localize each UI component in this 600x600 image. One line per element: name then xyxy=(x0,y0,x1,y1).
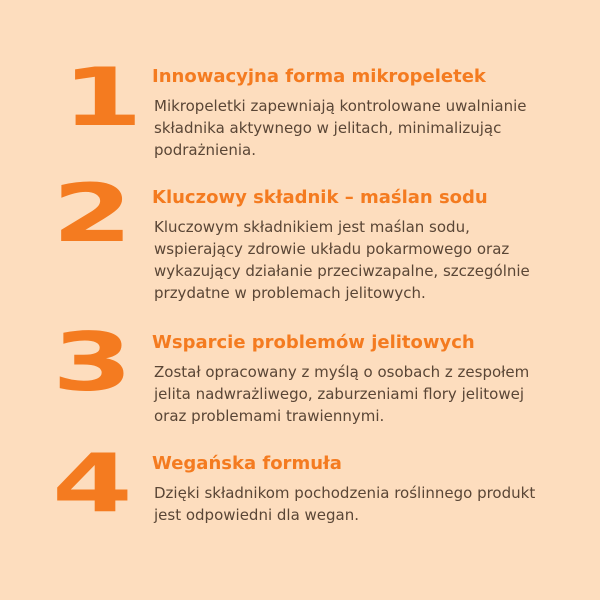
feature-description xyxy=(154,216,574,304)
feature-description xyxy=(154,361,574,427)
description-line: jelita nadwrażliwego, zaburzeniami flory jelitowej xyxy=(154,385,525,403)
feature-title: Kluczowy składnik – maślan sodu xyxy=(152,187,488,208)
description-line: Kluczowym składnikiem jest maślan sodu, xyxy=(154,218,470,236)
description-line: wspierający zdrowie układu pokarmowego oraz xyxy=(154,240,510,258)
description-line: Został opracowany z myślą o osobach z zespołem xyxy=(154,363,530,381)
feature-number: 4 xyxy=(52,437,133,530)
feature-number: 1 xyxy=(62,51,143,144)
description-line: podrażnienia. xyxy=(154,141,256,159)
feature-number: 2 xyxy=(52,167,133,260)
description-line: Dzięki składnikom pochodzenia roślinnego produkt xyxy=(154,484,536,502)
feature-title: Wegańska formuła xyxy=(152,453,342,474)
feature-title: Innowacyjna forma mikropeletek xyxy=(152,66,486,87)
description-line: jest odpowiedni dla wegan. xyxy=(154,506,360,524)
feature-number: 3 xyxy=(52,316,133,409)
feature-description xyxy=(154,482,574,526)
description-line: przydatne w problemach jelitowych. xyxy=(154,284,426,302)
description-line: Mikropeletki zapewniają kontrolowane uwalnianie xyxy=(154,97,527,115)
description-line: oraz problemami trawiennymi. xyxy=(154,407,385,425)
feature-description xyxy=(154,95,574,161)
feature-title: Wsparcie problemów jelitowych xyxy=(152,332,475,353)
description-line: składnika aktywnego w jelitach, minimalizując xyxy=(154,119,502,137)
description-line: wykazujący działanie przeciwzapalne, szczególnie xyxy=(154,262,530,280)
